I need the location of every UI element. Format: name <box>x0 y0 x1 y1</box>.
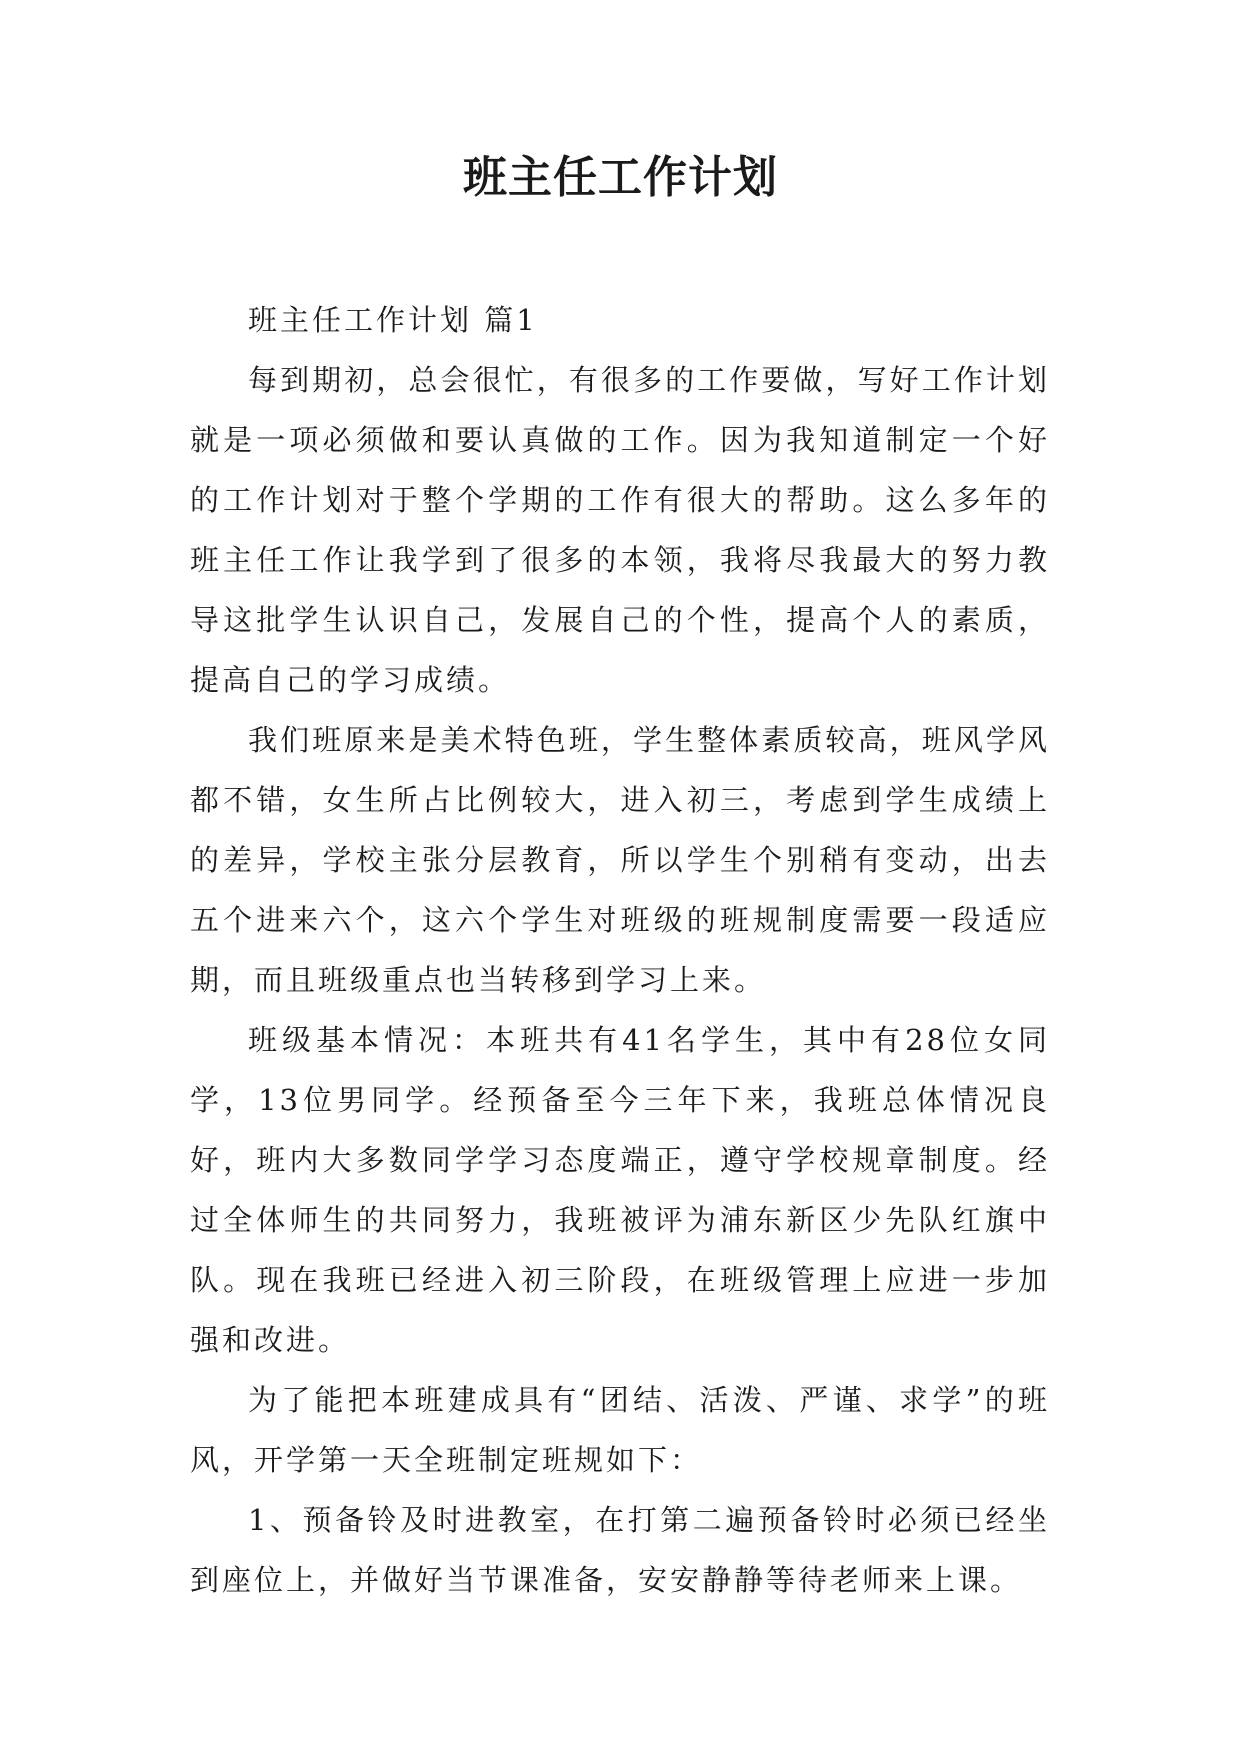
paragraph-class-situation: 班级基本情况：本班共有41名学生，其中有28位女同学，13位男同学。经预备至今三年下来，我班总体情况良好，班内大多数同学学习态度端正，遵守学校规章制度。经过全体师生的共同努力，我班被评为浦东新区少先队红旗中队。现在我班已经进入初三阶段，在班级管理上应进一步加强和改进。 <box>190 1023 1050 1357</box>
paragraph-class-background: 我们班原来是美术特色班，学生整体素质较高，班风学风都不错，女生所占比例较大，进入初三，考虑到学生成绩上的差异，学校主张分层教育，所以学生个别稍有变动，出去五个进来六个，这六个学生对班级的班规制度需要一段适应期，而且班级重点也当转移到学习上来。 <box>190 723 1050 997</box>
section-heading: 班主任工作计划 篇1 <box>248 303 538 337</box>
document-title: 班主任工作计划 <box>463 152 778 203</box>
paragraph-rule-1: 1、预备铃及时进教室，在打第二遍预备铃时必须已经坐到座位上，并做好当节课准备，安安静静等待老师来上课。 <box>190 1503 1050 1597</box>
paragraph-intro: 每到期初，总会很忙，有很多的工作要做，写好工作计划就是一项必须做和要认真做的工作。因为我知道制定一个好的工作计划对于整个学期的工作有很大的帮助。这么多年的班主任工作让我学到了很多的本领，我将尽我最大的努力教导这批学生认识自己，发展自己的个性，提高个人的素质，提高自己的学习成绩。 <box>190 363 1050 697</box>
document-body <box>190 290 1050 1610</box>
paragraph-class-rules-intro: 为了能把本班建成具有“团结、活泼、严谨、求学”的班风，开学第一天全班制定班规如下： <box>190 1383 1050 1477</box>
